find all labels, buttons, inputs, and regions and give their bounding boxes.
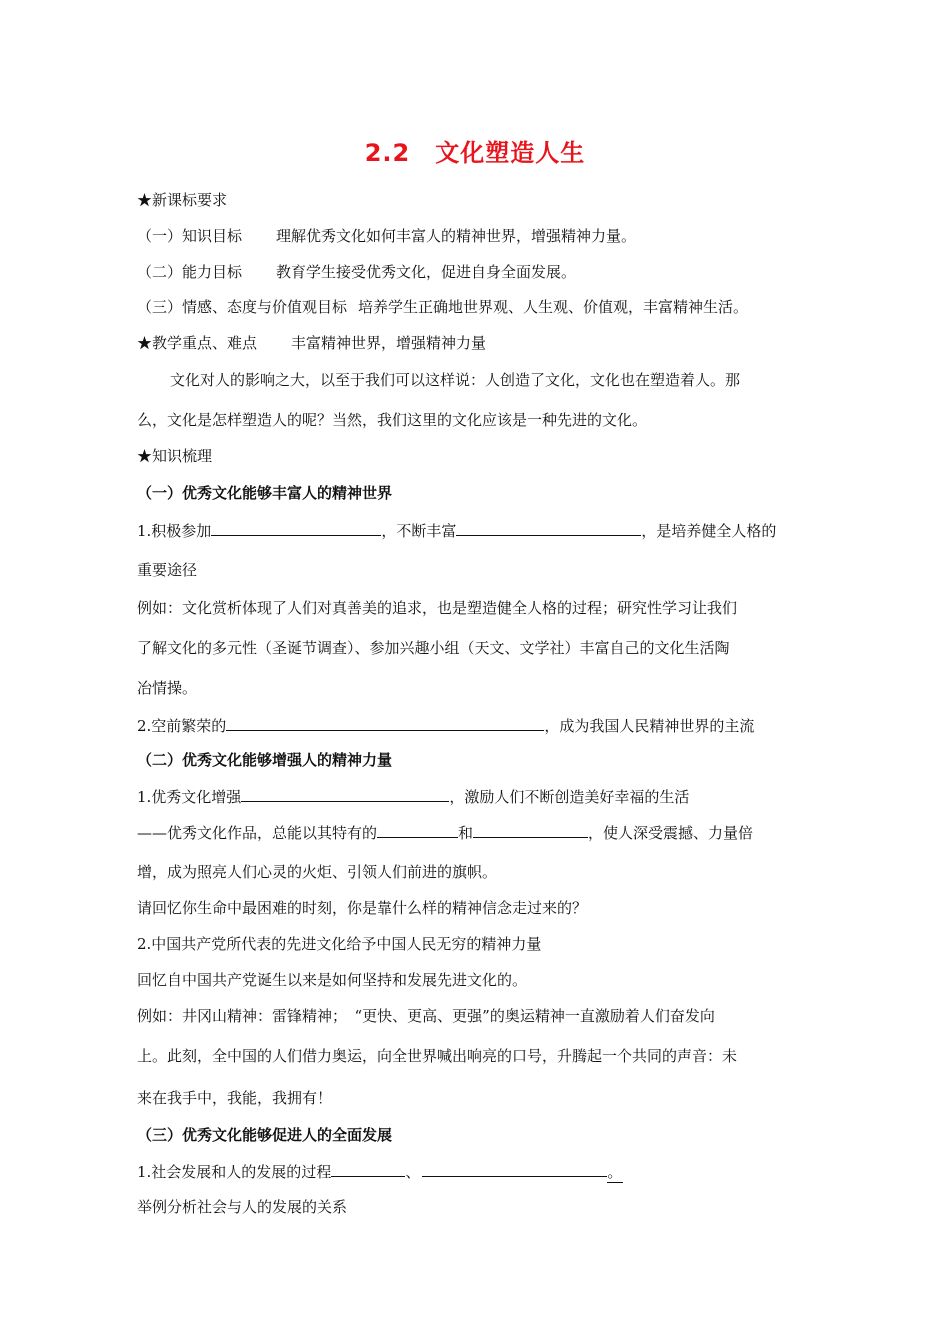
intro-line-1: 文化对人的影响之大，以至于我们可以这样说：人创造了文化，文化也在塑造着人。那 xyxy=(170,371,741,389)
fill-blank[interactable] xyxy=(456,520,641,536)
goal-knowledge-label: （一）知识目标 xyxy=(137,227,243,245)
s2-item-1-text-a: 1.优秀文化增强 xyxy=(137,788,242,806)
goal-values-text: 培养学生正确地世界观、人生观、价值观，丰富精神生活。 xyxy=(358,298,749,316)
s1-example-3: 冶情操。 xyxy=(137,679,198,697)
s2-example-1: 例如：井冈山精神：雷锋精神； “更快、更高、更强”的奥运精神一直激励着人们奋发向 xyxy=(137,1007,715,1025)
knowledge-heading: ★知识梳理 xyxy=(137,447,213,465)
s3-question-1: 举例分析社会与人的发展的关系 xyxy=(137,1198,348,1216)
s1-item-1-text-c: ，是培养健全人格的 xyxy=(641,522,777,540)
s1-example-1: 例如：文化赏析体现了人们对真善美的追求，也是塑造健全人格的过程；研究性学习让我们 xyxy=(137,599,738,617)
section-2-heading: （二）优秀文化能够增强人的精神力量 xyxy=(137,751,393,769)
key-points xyxy=(137,333,486,353)
s2-item-1 xyxy=(137,786,689,807)
goal-knowledge-text: 理解优秀文化如何丰富人的精神世界，增强精神力量。 xyxy=(276,227,637,245)
goal-values-label: （三）情感、态度与价值观目标 xyxy=(137,298,348,316)
s2-item-1-text-b: ，激励人们不断创造美好幸福的生活 xyxy=(449,788,690,806)
s1-item-2-text-b: ，成为我国人民精神世界的主流 xyxy=(544,717,755,735)
s1-item-1 xyxy=(137,520,776,541)
s2-dash-cont: 增，成为照亮人们心灵的火炬、引领人们前进的旗帜。 xyxy=(137,863,498,881)
s1-example-2: 了解文化的多元性（圣诞节调查）、参加兴趣小组（天文、文学社）丰富自己的文化生活陶 xyxy=(137,639,730,657)
goal-ability-label: （二）能力目标 xyxy=(137,263,243,281)
goal-knowledge xyxy=(137,226,636,246)
fill-blank[interactable] xyxy=(226,715,544,731)
fill-blank[interactable] xyxy=(473,822,588,838)
key-points-text: 丰富精神世界，增强精神力量 xyxy=(291,334,487,352)
section-1-heading: （一）优秀文化能够丰富人的精神世界 xyxy=(137,484,393,502)
s2-dash-text-b: 和 xyxy=(458,824,474,842)
goal-values xyxy=(137,297,748,317)
s3-item-1-text-b: 、 xyxy=(405,1163,421,1181)
section-3-heading: （三）优秀文化能够促进人的全面发展 xyxy=(137,1126,393,1144)
key-points-label: ★教学重点、难点 xyxy=(137,334,258,352)
s3-item-1 xyxy=(137,1161,623,1183)
s2-example-2: 上。此刻，全中国的人们借力奥运，向全世界喊出响亮的口号，升腾起一个共同的声音：未 xyxy=(137,1047,738,1065)
goal-ability-text: 教育学生接受优秀文化，促进自身全面发展。 xyxy=(276,263,577,281)
fill-blank[interactable] xyxy=(331,1161,405,1177)
s1-item-2 xyxy=(137,715,754,736)
s2-item-2: 2.中国共产党所代表的先进文化给予中国人民无穷的精神力量 xyxy=(137,935,542,953)
s2-question-1: 请回忆你生命中最困难的时刻，你是靠什么样的精神信念走过来的？ xyxy=(137,899,588,917)
s1-item-1-cont: 重要途径 xyxy=(137,561,198,579)
s2-dash-line xyxy=(137,822,753,843)
fill-blank[interactable] xyxy=(211,520,381,536)
s1-item-1-text-b: ，不断丰富 xyxy=(381,522,457,540)
s2-dash-text-a: ——优秀文化作品，总能以其特有的 xyxy=(137,824,378,842)
goal-ability xyxy=(137,262,576,282)
s2-question-2: 回忆自中国共产党诞生以来是如何坚持和发展先进文化的。 xyxy=(137,971,528,989)
s3-item-1-text-a: 1.社会发展和人的发展的过程 xyxy=(137,1163,332,1181)
s1-item-2-text-a: 2.空前繁荣的 xyxy=(137,717,227,735)
requirements-heading: ★新课标要求 xyxy=(137,191,228,209)
s1-item-1-text-a: 1.积极参加 xyxy=(137,522,212,540)
s2-example-3: 来在我手中，我能，我拥有！ xyxy=(137,1089,333,1107)
fill-blank[interactable] xyxy=(241,786,449,802)
s2-dash-text-c: ，使人深受震撼、力量倍 xyxy=(588,824,754,842)
fill-blank[interactable] xyxy=(422,1161,607,1177)
s3-item-1-text-c: 。 xyxy=(607,1163,623,1181)
fill-blank[interactable] xyxy=(377,822,458,838)
page-title: 2.2 文化塑造人生 xyxy=(364,139,586,167)
intro-line-2: 么，文化是怎样塑造人的呢？当然，我们这里的文化应该是一种先进的文化。 xyxy=(137,411,648,429)
